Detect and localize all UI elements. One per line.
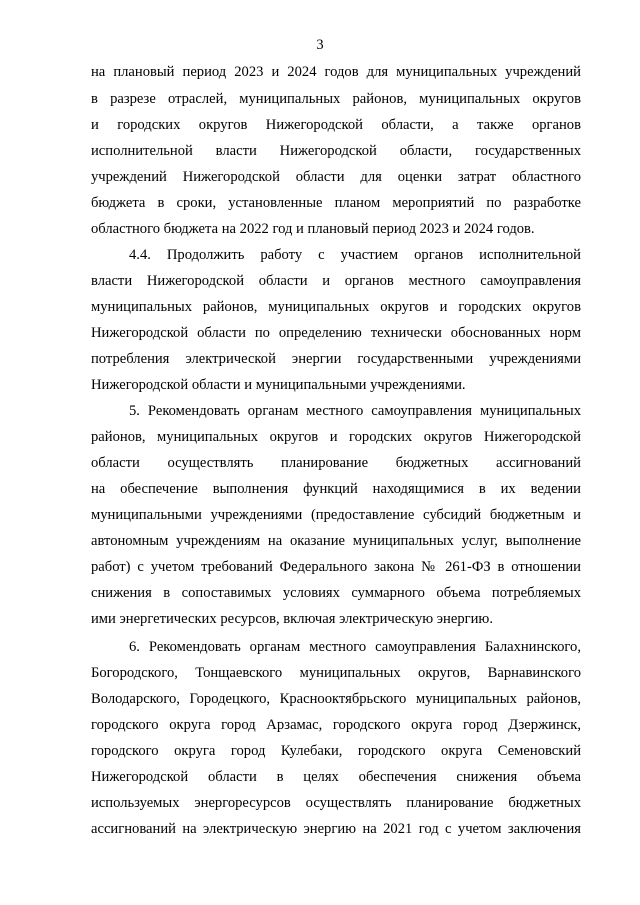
text-line: 4.4. Продолжить работу с участием органов исполнительной: [129, 247, 581, 263]
text-line: области осуществлять планирование бюджетных ассигнований: [91, 455, 581, 471]
text-line: снижения в сопоставимых условиях суммарного объема потребляемых: [91, 585, 581, 601]
text-line: работ) с учетом требований Федерального закона № 261-ФЗ в отношении: [91, 559, 581, 575]
text-line: бюджета в сроки, установленные планом мероприятий по разработке: [91, 195, 581, 211]
text-line: муниципальными учреждениями (предоставление субсидий бюджетным и: [91, 507, 581, 523]
text-line: в разрезе отраслей, муниципальных районов, муниципальных округов: [91, 91, 581, 107]
text-line: автономным учреждениям на оказание муниципальных услуг, выполнение: [91, 533, 581, 549]
text-line: потребления электрической энергии государственными учреждениями: [91, 351, 581, 367]
text-line: районов, муниципальных округов и городских округов Нижегородской: [91, 429, 581, 445]
text-line: 6. Рекомендовать органам местного самоуправления Балахнинского,: [129, 639, 581, 655]
text-line: Нижегородской области и муниципальными учреждениями.: [91, 377, 466, 393]
text-line: учреждений Нижегородской области для оценки затрат областного: [91, 169, 581, 185]
text-line: городского округа город Кулебаки, городского округа Семеновский: [91, 743, 581, 759]
text-line: используемых энергоресурсов осуществлять планирование бюджетных: [91, 795, 581, 811]
text-line: городского округа город Арзамас, городского округа город Дзержинск,: [91, 717, 581, 733]
text-line: 5. Рекомендовать органам местного самоуправления муниципальных: [129, 403, 581, 419]
text-line: Володарского, Городецкого, Краснооктябрьского муниципальных районов,: [91, 691, 581, 707]
text-line: ими энергетических ресурсов, включая электрическую энергию.: [91, 611, 493, 627]
text-line: власти Нижегородской области и органов местного самоуправления: [91, 273, 581, 289]
text-line: областного бюджета на 2022 год и плановый период 2023 и 2024 годов.: [91, 221, 535, 237]
text-line: на плановый период 2023 и 2024 годов для муниципальных учреждений: [91, 64, 581, 80]
text-line: и городских округов Нижегородской области, а также органов: [91, 117, 581, 133]
page-number: 3: [316, 37, 324, 53]
text-line: Нижегородской области в целях обеспечения снижения объема: [91, 769, 581, 785]
text-line: ассигнований на электрическую энергию на 2021 год с учетом заключения: [91, 821, 581, 837]
text-line: на обеспечение выполнения функций находящимися в их ведении: [91, 481, 581, 497]
text-line: Нижегородской области по определению технически обоснованных норм: [91, 325, 581, 341]
text-line: муниципальных районов, муниципальных округов и городских округов: [91, 299, 581, 315]
text-line: Богородского, Тонщаевского муниципальных округов, Варнавинского: [91, 665, 581, 681]
text-line: исполнительной власти Нижегородской области, государственных: [91, 143, 581, 159]
